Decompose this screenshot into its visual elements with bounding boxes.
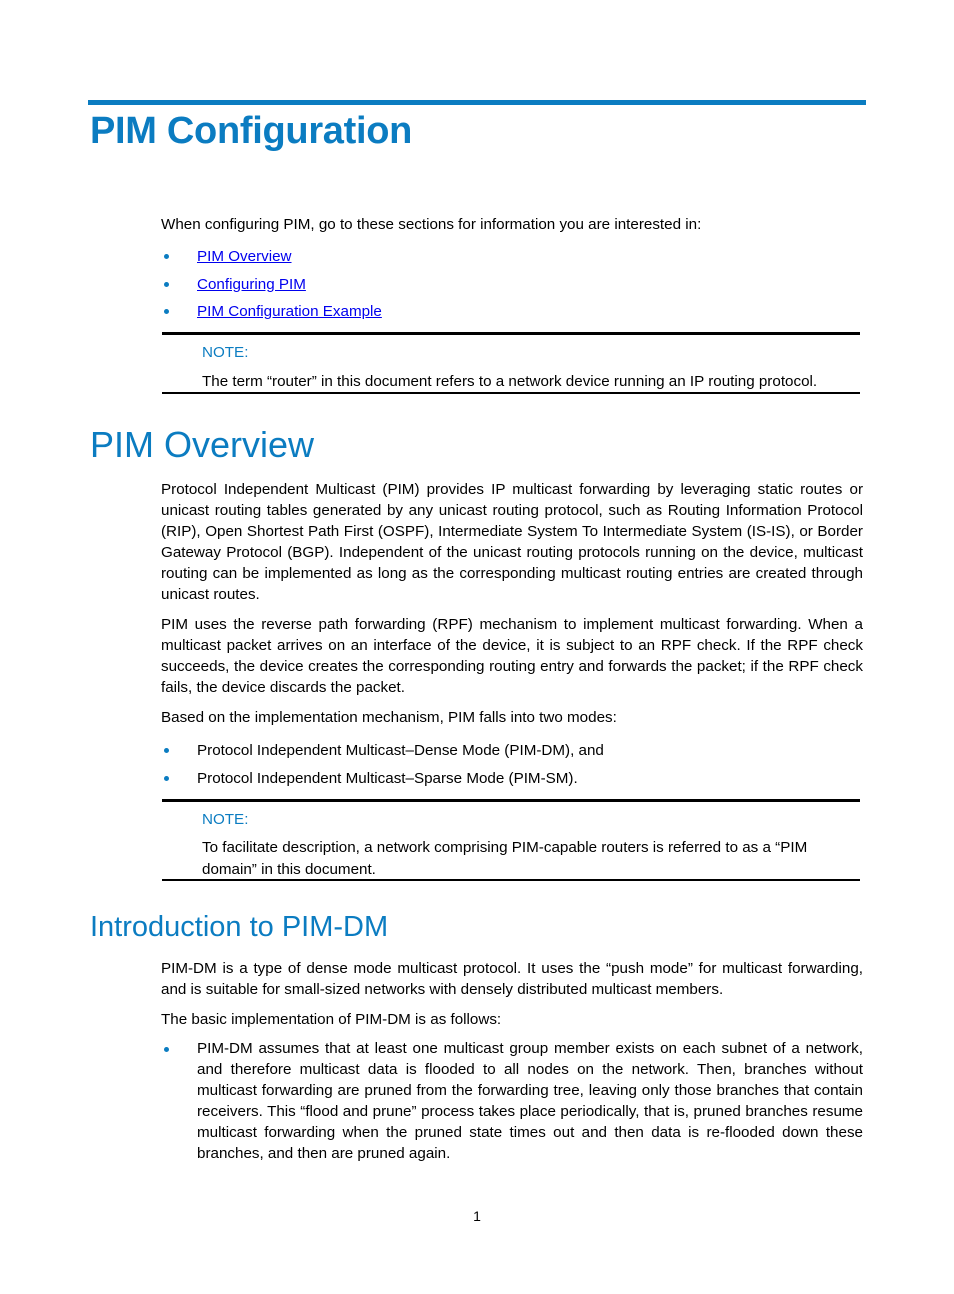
list-item-text: PIM-DM assumes that at least one multicast group member exists on each subnet of a network, and therefore multicast data is flooded to all nodes on the network. Then, branches without multicast forwarding are pruned from the forwarding tree, leaving only those branches that contain receivers. This “flood and prune” process takes place periodically, that is, pruned branches resume multicast forwarding when the pruned state times out and then data is re-flooded down these branches, and then are pruned again. (197, 1040, 863, 1162)
bullet-icon (164, 254, 169, 259)
section-heading-pim-overview: PIM Overview (90, 424, 315, 465)
list-item-text: Protocol Independent Multicast–Dense Mode (PIM-DM), and (197, 742, 604, 759)
toc-item (161, 243, 863, 271)
overview-paragraph-1: Protocol Independent Multicast (PIM) provides IP multicast forwarding by leveraging static routes or unicast routing tables generated by any unicast routing protocol, such as Routing Information Protocol (RIP), Open Shortest Path First (OSPF), Intermediate System To Intermediate System (IS-IS), or Border Gateway Protocol (BGP). Independent of the unicast routing protocols running on the device, multicast routing can be implemented as long as the corresponding multicast routing entries are created through unicast routes. (161, 481, 863, 603)
toc-link-pim-overview[interactable]: PIM Overview (197, 248, 292, 265)
note-box-pim-domain (162, 799, 860, 881)
overview-body (161, 479, 863, 728)
intro-paragraph (161, 214, 863, 235)
list-item (161, 765, 863, 793)
section-heading-introduction-to-pim-dm: Introduction to PIM-DM (90, 911, 389, 943)
toc-item (161, 298, 863, 326)
bullet-icon (164, 282, 169, 287)
list-item (161, 737, 863, 765)
pim-dm-paragraph-2: The basic implementation of PIM-DM is as follows: (161, 1011, 502, 1028)
bullet-icon (164, 776, 169, 781)
toc-link-list (161, 243, 863, 326)
note-text: To facilitate description, a network comprising PIM-capable routers is referred to as a “PIM domain” in this document. (202, 839, 808, 878)
overview-paragraph-3: Based on the implementation mechanism, PIM falls into two modes: (161, 709, 617, 726)
chapter-title: PIM Configuration (90, 110, 413, 152)
note-label: NOTE: (202, 811, 249, 828)
pim-dm-paragraph-1: PIM-DM is a type of dense mode multicast protocol. It uses the “push mode” for multicast forwarding, and is suitable for small-sized networks with densely distributed multicast members. (161, 960, 863, 998)
note-text: The term “router” in this document refers to a network device running an IP routing protocol. (202, 373, 818, 390)
pim-dm-body (161, 958, 863, 1030)
list-item (161, 1038, 863, 1164)
pim-dm-implementation-list (161, 1038, 863, 1164)
toc-item (161, 271, 863, 299)
pim-modes-list (161, 737, 863, 792)
toc-link-pim-configuration-example[interactable]: PIM Configuration Example (197, 303, 382, 320)
bullet-icon (164, 309, 169, 314)
toc-link-configuring-pim[interactable]: Configuring PIM (197, 275, 306, 293)
intro-text: When configuring PIM, go to these sections for information you are interested in: (161, 216, 702, 233)
page-number: 1 (473, 1208, 481, 1224)
note-label: NOTE: (202, 344, 249, 361)
bullet-icon (164, 748, 169, 753)
bullet-icon (164, 1047, 169, 1052)
title-rule (88, 100, 866, 105)
overview-paragraph-2: PIM uses the reverse path forwarding (RPF) mechanism to implement multicast forwarding. When a multicast packet arrives on an interface of the device, it is subject to an RPF check. If the RPF check succeeds, the device creates the corresponding routing entry and forwards the packet; if the RPF check fails, the device discards the packet. (161, 616, 863, 696)
note-box-router (162, 332, 860, 394)
list-item-text: Protocol Independent Multicast–Sparse Mode (PIM-SM). (197, 769, 578, 787)
